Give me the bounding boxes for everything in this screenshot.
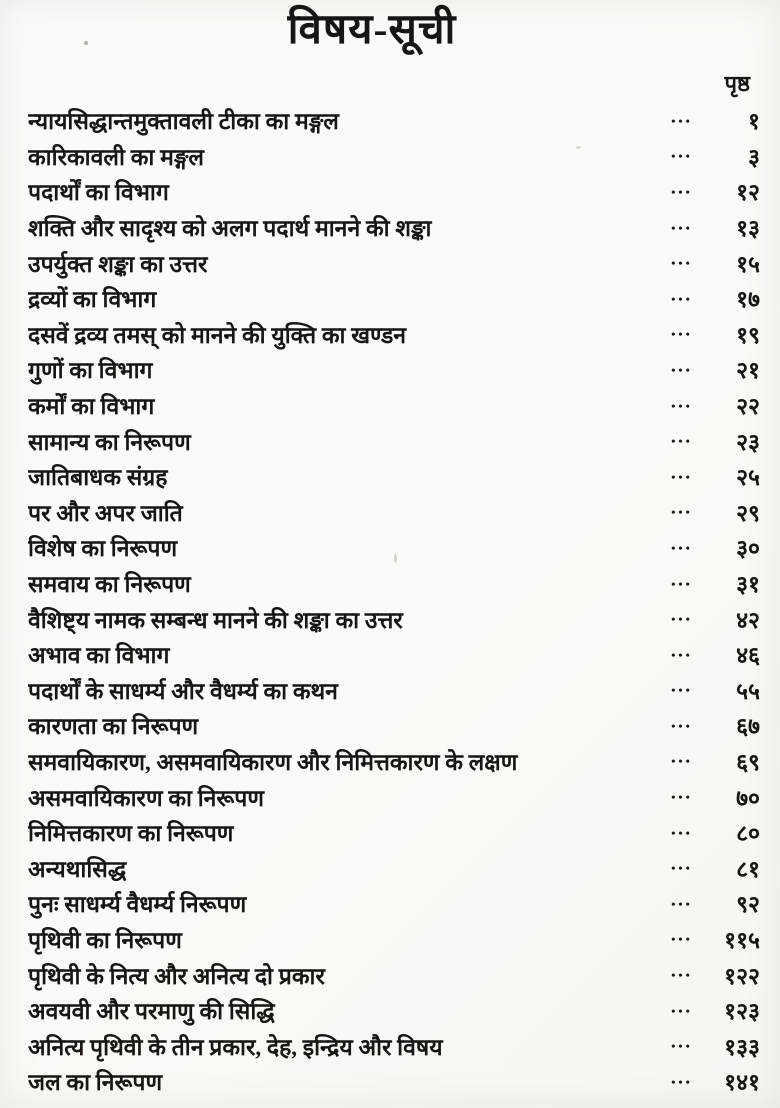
toc-row	[0, 316, 780, 352]
dotted-leader: •••	[671, 505, 693, 520]
toc-entry-title: पृथिवी का निरूपण	[28, 927, 182, 953]
dotted-leader: •••	[671, 327, 693, 342]
toc-entry-list	[0, 103, 780, 1100]
toc-row	[0, 992, 780, 1028]
toc-entry-page-number: २९	[736, 500, 760, 526]
toc-entry-page-number: २५	[736, 465, 760, 491]
toc-row	[0, 458, 780, 494]
toc-row	[0, 850, 780, 886]
toc-entry-page-number: ११५	[724, 927, 760, 953]
dotted-leader: •••	[671, 1003, 693, 1018]
dotted-leader: •••	[671, 576, 693, 591]
toc-entry-title: वैशिष्ट्य नामक सम्बन्ध मानने की शङ्का का उत्तर	[28, 607, 403, 633]
toc-entry-title: असमवायिकारण का निरूपण	[28, 785, 264, 811]
toc-row	[0, 174, 780, 210]
toc-row	[0, 138, 780, 174]
dotted-leader: •••	[671, 434, 693, 449]
dotted-leader: •••	[671, 968, 693, 983]
toc-row	[0, 957, 780, 993]
toc-entry-page-number: ५५	[736, 678, 760, 704]
toc-entry-title: अनित्य पृथिवी के तीन प्रकार, देह, इन्द्रिय और विषय	[28, 1034, 443, 1060]
toc-entry-page-number: ८०	[736, 821, 760, 847]
toc-entry-page-number: ७०	[736, 785, 760, 811]
toc-row	[0, 245, 780, 281]
toc-entry-page-number: १२	[736, 180, 760, 206]
toc-row	[0, 814, 780, 850]
toc-entry-title: विशेष का निरूपण	[28, 536, 178, 562]
toc-row	[0, 423, 780, 459]
page-title: विषय-सूची	[287, 7, 457, 53]
toc-entry-page-number: १९	[736, 322, 760, 348]
toc-entry-title: जल का निरूपण	[28, 1070, 163, 1096]
toc-entry-page-number: ६७	[736, 714, 760, 740]
toc-entry-page-number: ३	[748, 144, 760, 170]
toc-entry-title: पदार्थों का विभाग	[28, 180, 169, 206]
toc-entry-page-number: ३१	[736, 572, 760, 598]
dotted-leader: •••	[671, 754, 693, 769]
page-number-column-header: पृष्ठ	[724, 70, 750, 96]
dotted-leader: •••	[671, 683, 693, 698]
toc-row	[0, 565, 780, 601]
toc-entry-page-number: ४२	[736, 607, 760, 633]
toc-row	[0, 886, 780, 922]
toc-entry-title: पुनः साधर्म्य वैधर्म्य निरूपण	[28, 892, 247, 918]
toc-entry-title: अभाव का विभाग	[28, 643, 170, 669]
dotted-leader: •••	[671, 149, 693, 164]
toc-entry-page-number: १२३	[724, 999, 760, 1025]
dotted-leader: •••	[671, 1074, 693, 1089]
toc-entry-title: शक्ति और सादृश्य को अलग पदार्थ मानने की शङ्का	[28, 216, 432, 242]
toc-entry-page-number: १३३	[724, 1034, 760, 1060]
toc-entry-title: द्रव्यों का विभाग	[28, 287, 157, 313]
toc-row	[0, 530, 780, 566]
dotted-leader: •••	[671, 540, 693, 555]
dotted-leader: •••	[671, 113, 693, 128]
toc-entry-page-number: १३	[736, 216, 760, 242]
toc-entry-title: सामान्य का निरूपण	[28, 429, 191, 455]
scan-speck	[394, 554, 397, 563]
dotted-leader: •••	[671, 896, 693, 911]
toc-entry-page-number: २३	[736, 429, 760, 455]
toc-entry-page-number: ६९	[736, 749, 760, 775]
dotted-leader: •••	[671, 1039, 693, 1054]
toc-entry-title: पर और अपर जाति	[28, 500, 183, 526]
toc-row	[0, 708, 780, 744]
scan-speck	[576, 146, 581, 149]
toc-entry-title: अवयवी और परमाणु की सिद्धि	[28, 999, 275, 1025]
dotted-leader: •••	[671, 647, 693, 662]
dotted-leader: •••	[671, 184, 693, 199]
toc-entry-page-number: १५	[736, 251, 760, 277]
toc-entry-page-number: ८१	[736, 856, 760, 882]
toc-entry-title: जातिबाधक संग्रह	[28, 465, 168, 491]
dotted-leader: •••	[671, 790, 693, 805]
toc-entry-page-number: २१	[736, 358, 760, 384]
dotted-leader: •••	[671, 612, 693, 627]
toc-entry-title: निमित्तकारण का निरूपण	[28, 821, 234, 847]
toc-row	[0, 601, 780, 637]
toc-row	[0, 1028, 780, 1064]
toc-entry-page-number: ९२	[736, 892, 760, 918]
toc-row	[0, 779, 780, 815]
dotted-leader: •••	[671, 398, 693, 413]
toc-row	[0, 280, 780, 316]
toc-entry-title: कर्मों का विभाग	[28, 394, 155, 420]
dotted-leader: •••	[671, 362, 693, 377]
toc-entry-title: न्यायसिद्धान्तमुक्तावली टीका का मङ्गल	[28, 109, 339, 135]
toc-row	[0, 494, 780, 530]
dotted-leader: •••	[671, 825, 693, 840]
toc-entry-page-number: १७	[736, 287, 760, 313]
toc-entry-title: पदार्थों के साधर्म्य और वैधर्म्य का कथन	[28, 678, 338, 704]
toc-entry-page-number: १२२	[724, 963, 760, 989]
toc-entry-title: उपर्युक्त शङ्का का उत्तर	[28, 251, 208, 277]
dotted-leader: •••	[671, 469, 693, 484]
toc-row	[0, 209, 780, 245]
toc-row	[0, 672, 780, 708]
toc-entry-title: कारणता का निरूपण	[28, 714, 199, 740]
toc-entry-title: समवायिकारण, असमवायिकारण और निमित्तकारण के लक्षण	[28, 749, 518, 775]
toc-row	[0, 921, 780, 957]
toc-entry-page-number: १	[748, 109, 760, 135]
toc-entry-title: गुणों का विभाग	[28, 358, 153, 384]
dotted-leader: •••	[671, 861, 693, 876]
toc-row	[0, 743, 780, 779]
toc-row	[0, 103, 780, 139]
toc-entry-title: कारिकावली का मङ्गल	[28, 144, 204, 170]
toc-entry-title: अन्यथासिद्ध	[28, 856, 127, 882]
toc-entry-page-number: १४१	[724, 1070, 760, 1096]
dotted-leader: •••	[671, 220, 693, 235]
toc-row	[0, 387, 780, 423]
toc-row	[0, 636, 780, 672]
dotted-leader: •••	[671, 932, 693, 947]
dotted-leader: •••	[671, 718, 693, 733]
dotted-leader: •••	[671, 291, 693, 306]
toc-entry-title: दसवें द्रव्य तमस् को मानने की युक्ति का खण्डन	[28, 322, 407, 348]
toc-row	[0, 352, 780, 388]
toc-entry-page-number: २२	[736, 394, 760, 420]
toc-entry-page-number: ३०	[736, 536, 760, 562]
toc-row	[0, 1064, 780, 1100]
toc-entry-page-number: ४६	[736, 643, 760, 669]
toc-entry-title: समवाय का निरूपण	[28, 572, 191, 598]
toc-entry-title: पृथिवी के नित्य और अनित्य दो प्रकार	[28, 963, 325, 989]
dotted-leader: •••	[671, 256, 693, 271]
